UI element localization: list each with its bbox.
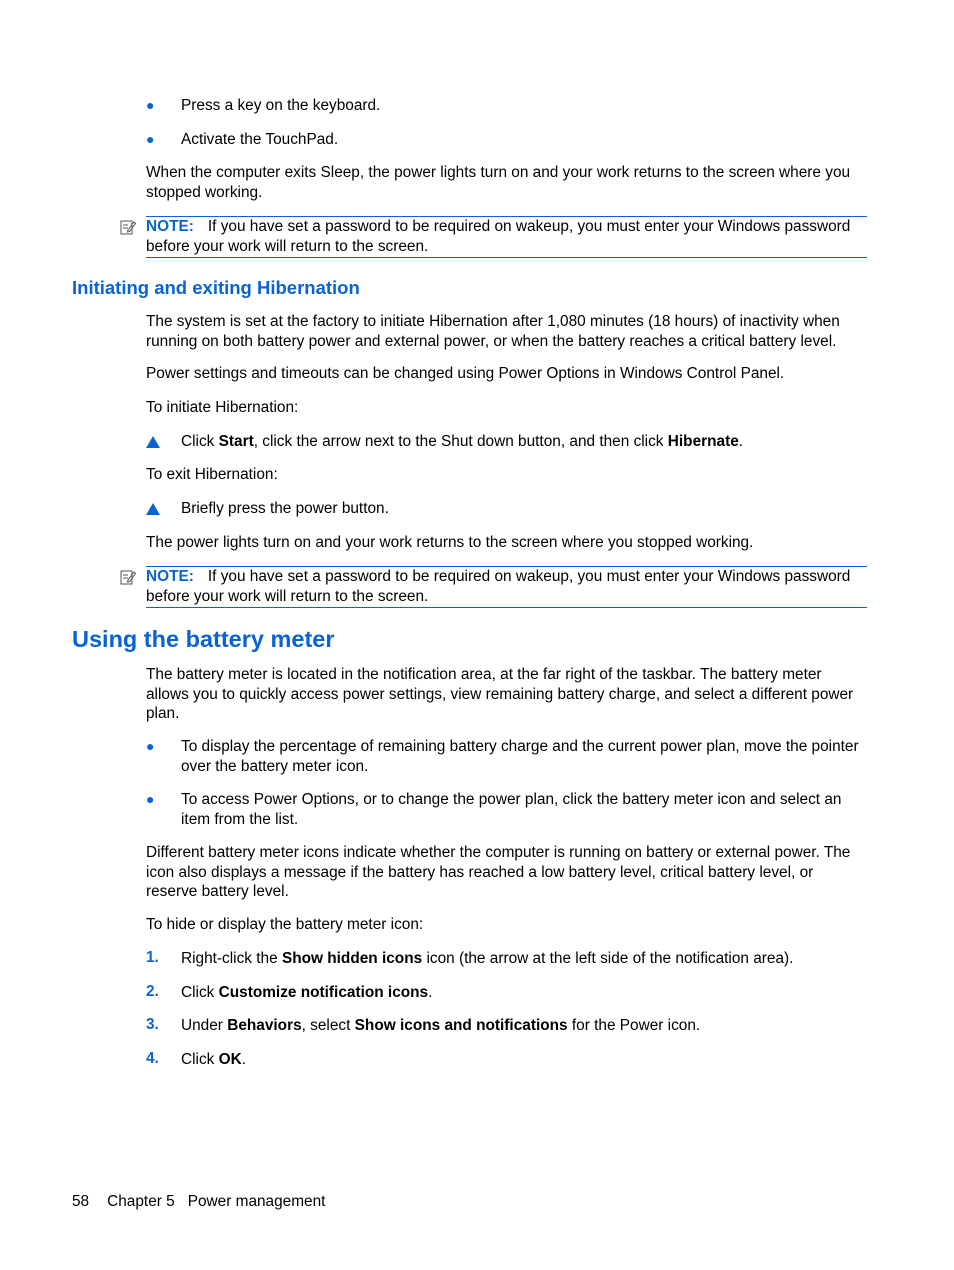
step-bold: Hibernate — [667, 433, 739, 450]
page-footer — [72, 1193, 325, 1211]
section-heading: Initiating and exiting Hibernation — [72, 277, 360, 298]
paragraph: The power lights turn on and your work returns to the screen where you stopped working. — [146, 534, 754, 551]
triangle-bullet-icon — [146, 436, 160, 448]
step-item — [181, 949, 868, 969]
step-item — [181, 432, 868, 452]
step-text: , click the arrow next to the Shut down button, and then click — [253, 433, 668, 450]
step-bold: Behaviors — [227, 1017, 302, 1034]
step-text: . — [738, 433, 744, 450]
step-bold: Customize notification icons — [218, 984, 429, 1001]
paragraph: The system is set at the factory to initiate Hibernation after 1,080 minutes (18 hours) of inactivity when running on both battery power and external power, or when the battery reaches a critical battery level. — [146, 313, 840, 350]
chapter-label: Chapter 5 — [107, 1193, 175, 1210]
step-text: Click — [181, 984, 219, 1001]
bullet-marker: ● — [146, 97, 155, 113]
note-icon — [120, 569, 136, 585]
step-item — [181, 1016, 868, 1036]
page-number: 58 — [72, 1193, 90, 1210]
triangle-bullet-icon — [146, 503, 160, 515]
step-text: icon (the arrow at the left side of the notification area). — [422, 950, 794, 967]
bullet-marker: ● — [146, 791, 155, 807]
step-number: 1. — [146, 949, 159, 966]
step-number: 4. — [146, 1050, 159, 1067]
step-text: , select — [301, 1017, 355, 1034]
paragraph: To hide or display the battery meter icon: — [146, 916, 424, 933]
step-bold: OK — [218, 1051, 242, 1068]
bullet-marker: ● — [146, 131, 155, 147]
step-text: for the Power icon. — [567, 1017, 701, 1034]
step-text: Right-click the — [181, 950, 282, 967]
bullet-marker: ● — [146, 738, 155, 754]
step-text: . — [241, 1051, 246, 1068]
note-text: If you have set a password to be required on wakeup, you must enter your Windows password before your work will return to the screen. — [146, 568, 851, 605]
step-number: 2. — [146, 983, 159, 1000]
note-icon — [120, 219, 136, 235]
paragraph: Different battery meter icons indicate whether the computer is running on battery or external power. The icon also displays a message if the battery has reached a low battery level, critical battery level, or reserve battery level. — [146, 844, 851, 900]
list-item: Press a key on the keyboard. — [181, 97, 381, 114]
step-text: Click — [181, 1051, 219, 1068]
step-bold: Show hidden icons — [281, 950, 423, 967]
step-item: Briefly press the power button. — [181, 500, 389, 517]
note-label: NOTE: — [146, 218, 194, 235]
chapter-title: Power management — [187, 1193, 326, 1210]
paragraph: To exit Hibernation: — [146, 466, 278, 483]
step-bold: Show icons and notifications — [354, 1017, 568, 1034]
step-bold: Start — [218, 433, 254, 450]
note-label: NOTE: — [146, 568, 194, 585]
paragraph: When the computer exits Sleep, the power lights turn on and your work returns to the screen where you stopped working. — [146, 164, 851, 201]
section-heading: Using the battery meter — [72, 626, 335, 652]
note-box — [146, 566, 867, 608]
list-item: Activate the TouchPad. — [181, 131, 339, 148]
step-text: Click — [181, 433, 219, 450]
paragraph: The battery meter is located in the notification area, at the far right of the taskbar. The battery meter allows you to quickly access power settings, view remaining battery charge, and select a different power plan. — [146, 666, 854, 722]
note-text: If you have set a password to be required on wakeup, you must enter your Windows password before your work will return to the screen. — [146, 218, 851, 255]
step-item — [181, 983, 868, 1003]
step-text: Under — [181, 1017, 228, 1034]
step-number: 3. — [146, 1016, 159, 1033]
list-item: To display the percentage of remaining battery charge and the current power plan, move the pointer over the battery meter icon. — [181, 738, 859, 775]
paragraph: Power settings and timeouts can be changed using Power Options in Windows Control Panel. — [146, 365, 785, 382]
paragraph: To initiate Hibernation: — [146, 399, 299, 416]
step-item — [181, 1050, 868, 1070]
step-text: . — [428, 984, 433, 1001]
note-box — [146, 216, 867, 258]
list-item: To access Power Options, or to change the power plan, click the battery meter icon and select an item from the list. — [181, 791, 842, 828]
